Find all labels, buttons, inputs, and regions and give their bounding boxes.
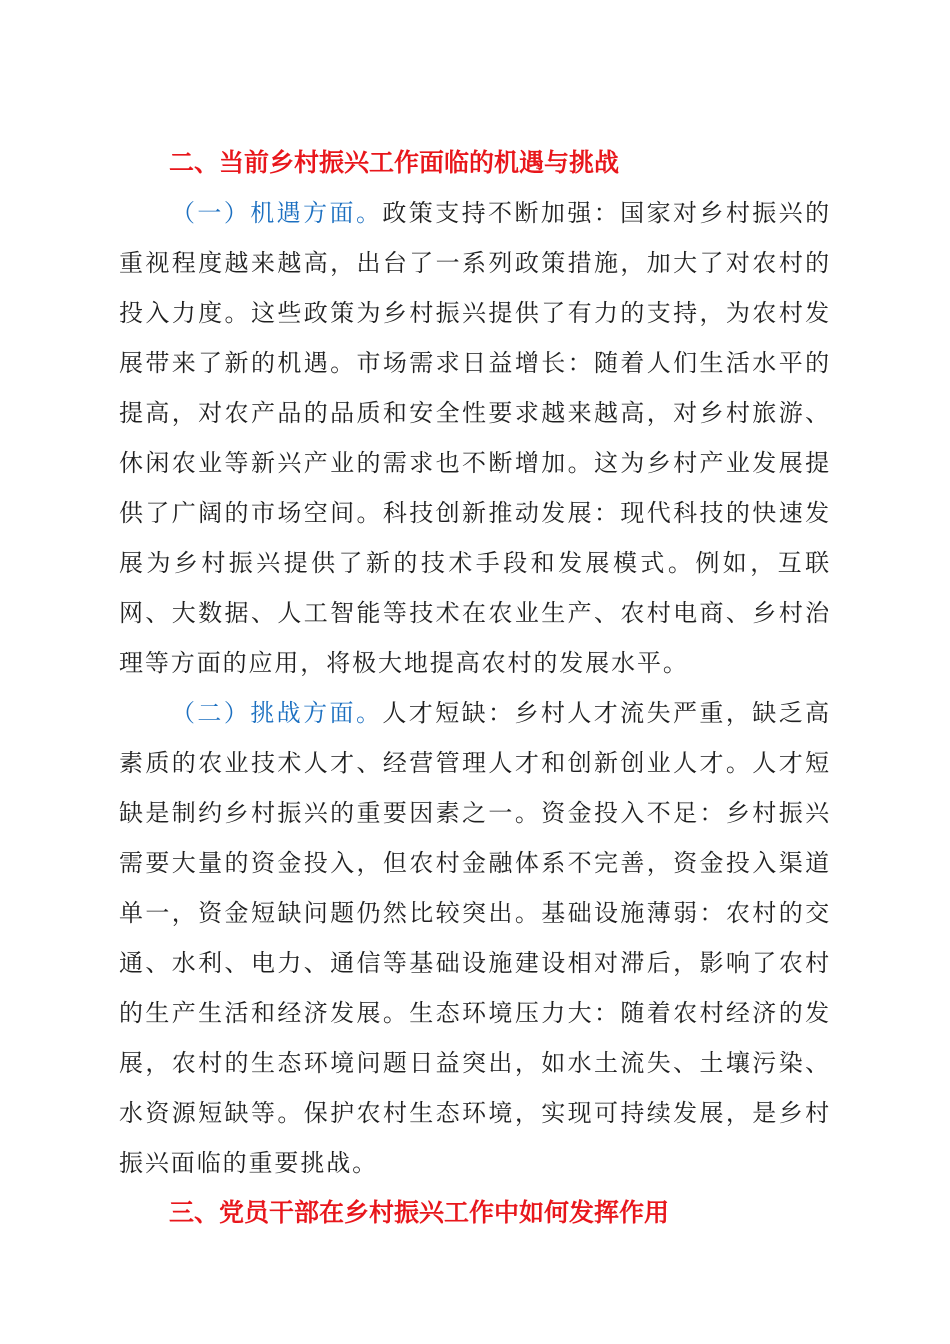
document-body [119,138,831,1238]
paragraph-opportunities [119,188,831,688]
paragraph-text-opportunities: 政策支持不断加强：国家对乡村振兴的重视程度越来越高，出台了一系列政策措施，加大了对农村的投入力度。这些政策为乡村振兴提供了有力的支持，为农村发展带来了新的机遇。市场需求日益增长：随着人们生活水平的提高，对农产品的品质和安全性要求越来越高，对乡村旅游、休闲农业等新兴产业的需求也不断增加。这为乡村产业发展提供了广阔的市场空间。科技创新推动发展：现代科技的快速发展为乡村振兴提供了新的技术手段和发展模式。例如，互联网、大数据、人工智能等技术在农业生产、农村电商、乡村治理等方面的应用，将极大地提高农村的发展水平。 [119,199,831,677]
section-heading-party-cadres-role: 三、党员干部在乡村振兴工作中如何发挥作用 [169,1198,670,1227]
paragraph-lead-challenges: （二）挑战方面。 [171,699,383,727]
paragraph-challenges [119,688,831,1188]
section-heading-opportunities-challenges: 二、当前乡村振兴工作面临的机遇与挑战 [169,148,620,177]
paragraph-lead-opportunities: （一）机遇方面。 [171,199,383,227]
paragraph-text-challenges: 人才短缺：乡村人才流失严重，缺乏高素质的农业技术人才、经营管理人才和创新创业人才。人才短缺是制约乡村振兴的重要因素之一。资金投入不足：乡村振兴需要大量的资金投入，但农村金融体系不完善，资金投入渠道单一，资金短缺问题仍然比较突出。基础设施薄弱：农村的交通、水利、电力、通信等基础设施建设相对滞后，影响了农村的生产生活和经济发展。生态环境压力大：随着农村经济的发展，农村的生态环境问题日益突出，如水土流失、土壤污染、水资源短缺等。保护农村生态环境，实现可持续发展，是乡村振兴面临的重要挑战。 [119,699,831,1177]
